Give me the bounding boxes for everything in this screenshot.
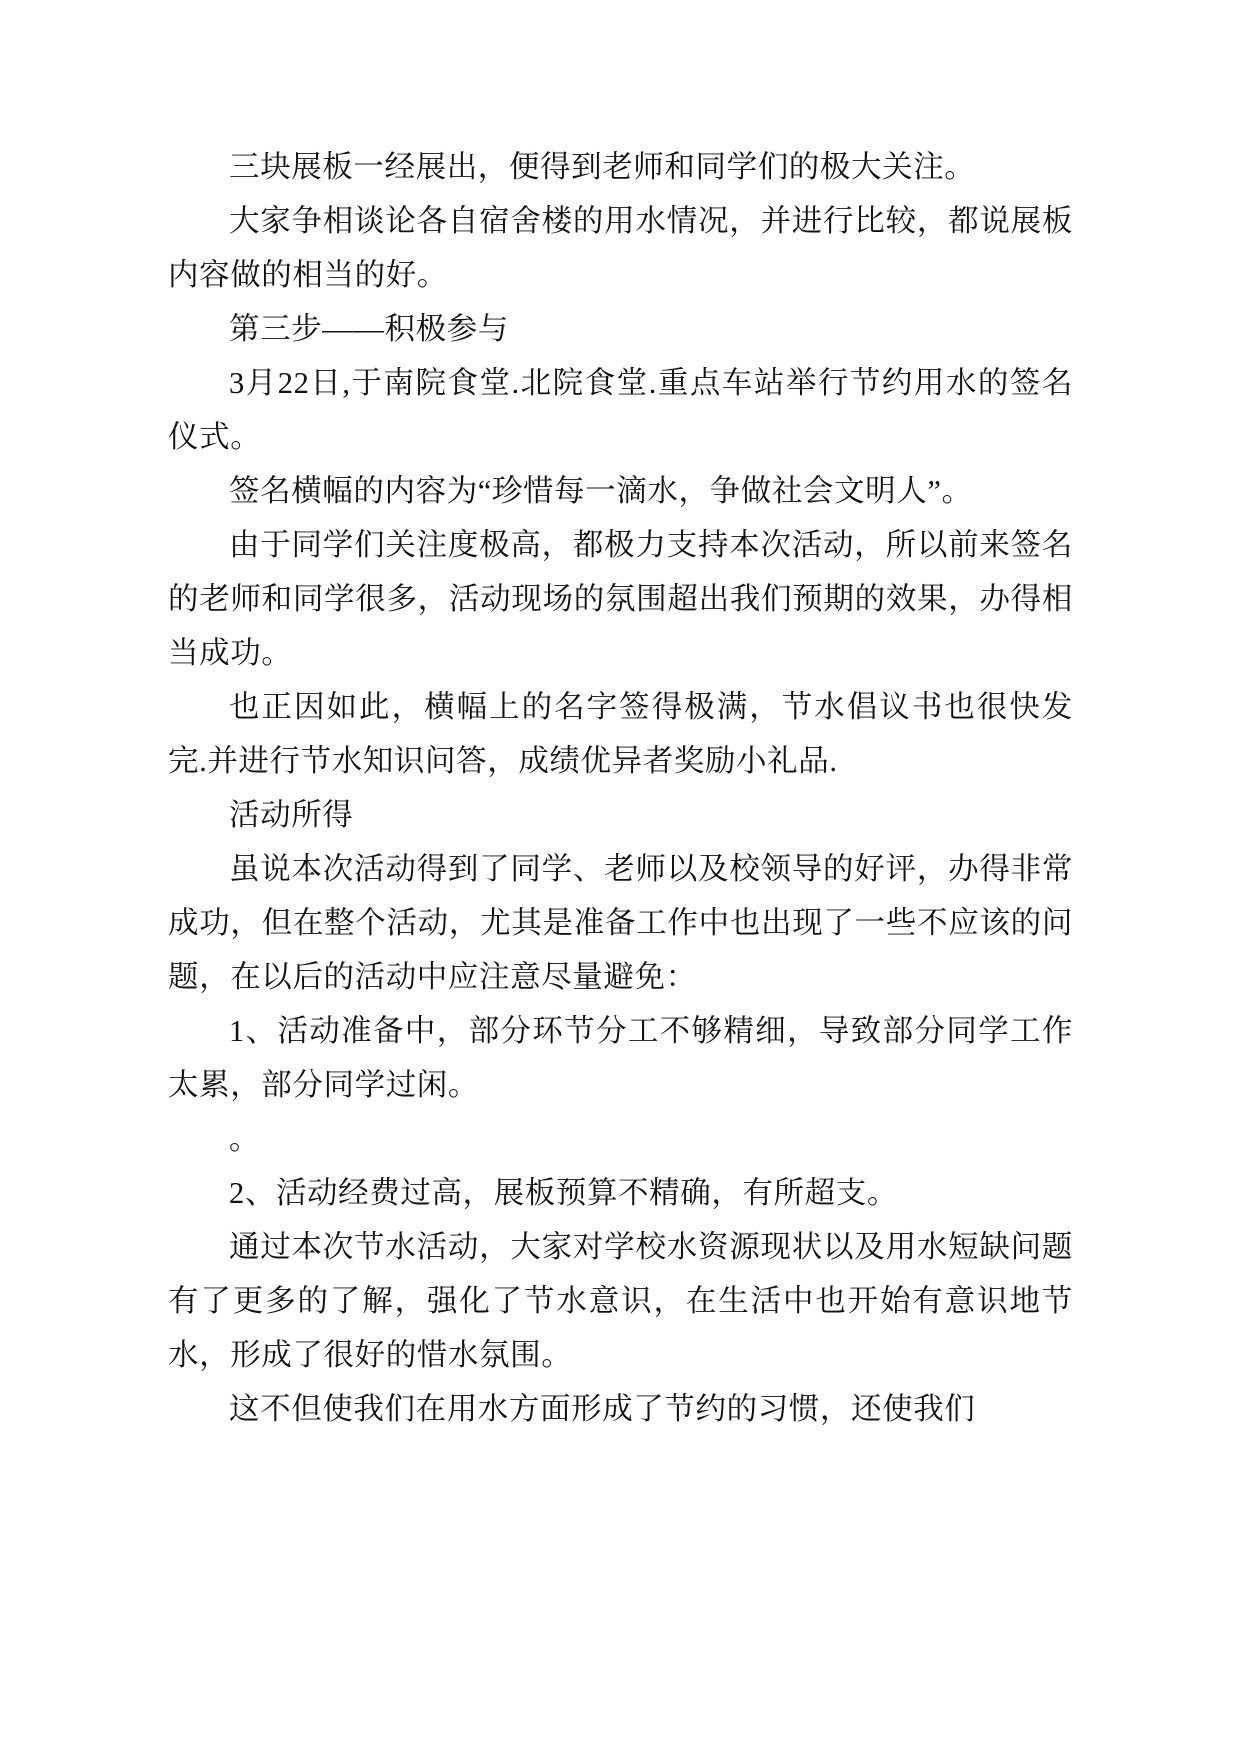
paragraph: 也正因如此，横幅上的名字签得极满，节水倡议书也很快发完.并进行节水知识问答，成绩优异者奖励小礼品. (168, 690, 1073, 778)
document-body (168, 140, 1073, 1436)
paragraph: 三块展板一经展出，便得到老师和同学们的极大关注。 (229, 150, 976, 184)
paragraph: 大家争相谈论各自宿舍楼的用水情况，并进行比较，都说展板内容做的相当的好。 (168, 204, 1073, 292)
paragraph: 第三步——积极参与 (229, 312, 509, 346)
paragraph: 1、活动准备中，部分环节分工不够精细，导致部分同学工作太累，部分同学过闲。 (168, 1014, 1073, 1102)
paragraph: 。 (229, 1122, 261, 1156)
paragraph: 3月22日,于南院食堂.北院食堂.重点车站举行节约用水的签名仪式。 (168, 366, 1073, 454)
paragraph: 这不但使我们在用水方面形成了节约的习惯，还使我们 (229, 1392, 976, 1426)
paragraph: 2、活动经费过高，展板预算不精确，有所超支。 (229, 1176, 898, 1210)
paragraph: 由于同学们关注度极高，都极力支持本次活动，所以前来签名的老师和同学很多，活动现场的氛围超出我们预期的效果，办得相当成功。 (168, 528, 1073, 670)
paragraph: 签名横幅的内容为“珍惜每一滴水，争做社会文明人”。 (229, 474, 973, 508)
paragraph: 活动所得 (229, 798, 354, 832)
paragraph: 虽说本次活动得到了同学、老师以及校领导的好评，办得非常成功，但在整个活动，尤其是准备工作中也出现了一些不应该的问题，在以后的活动中应注意尽量避免： (168, 852, 1073, 994)
paragraph: 通过本次节水活动，大家对学校水资源现状以及用水短缺问题有了更多的了解，强化了节水意识，在生活中也开始有意识地节水，形成了很好的惜水氛围。 (168, 1230, 1073, 1372)
